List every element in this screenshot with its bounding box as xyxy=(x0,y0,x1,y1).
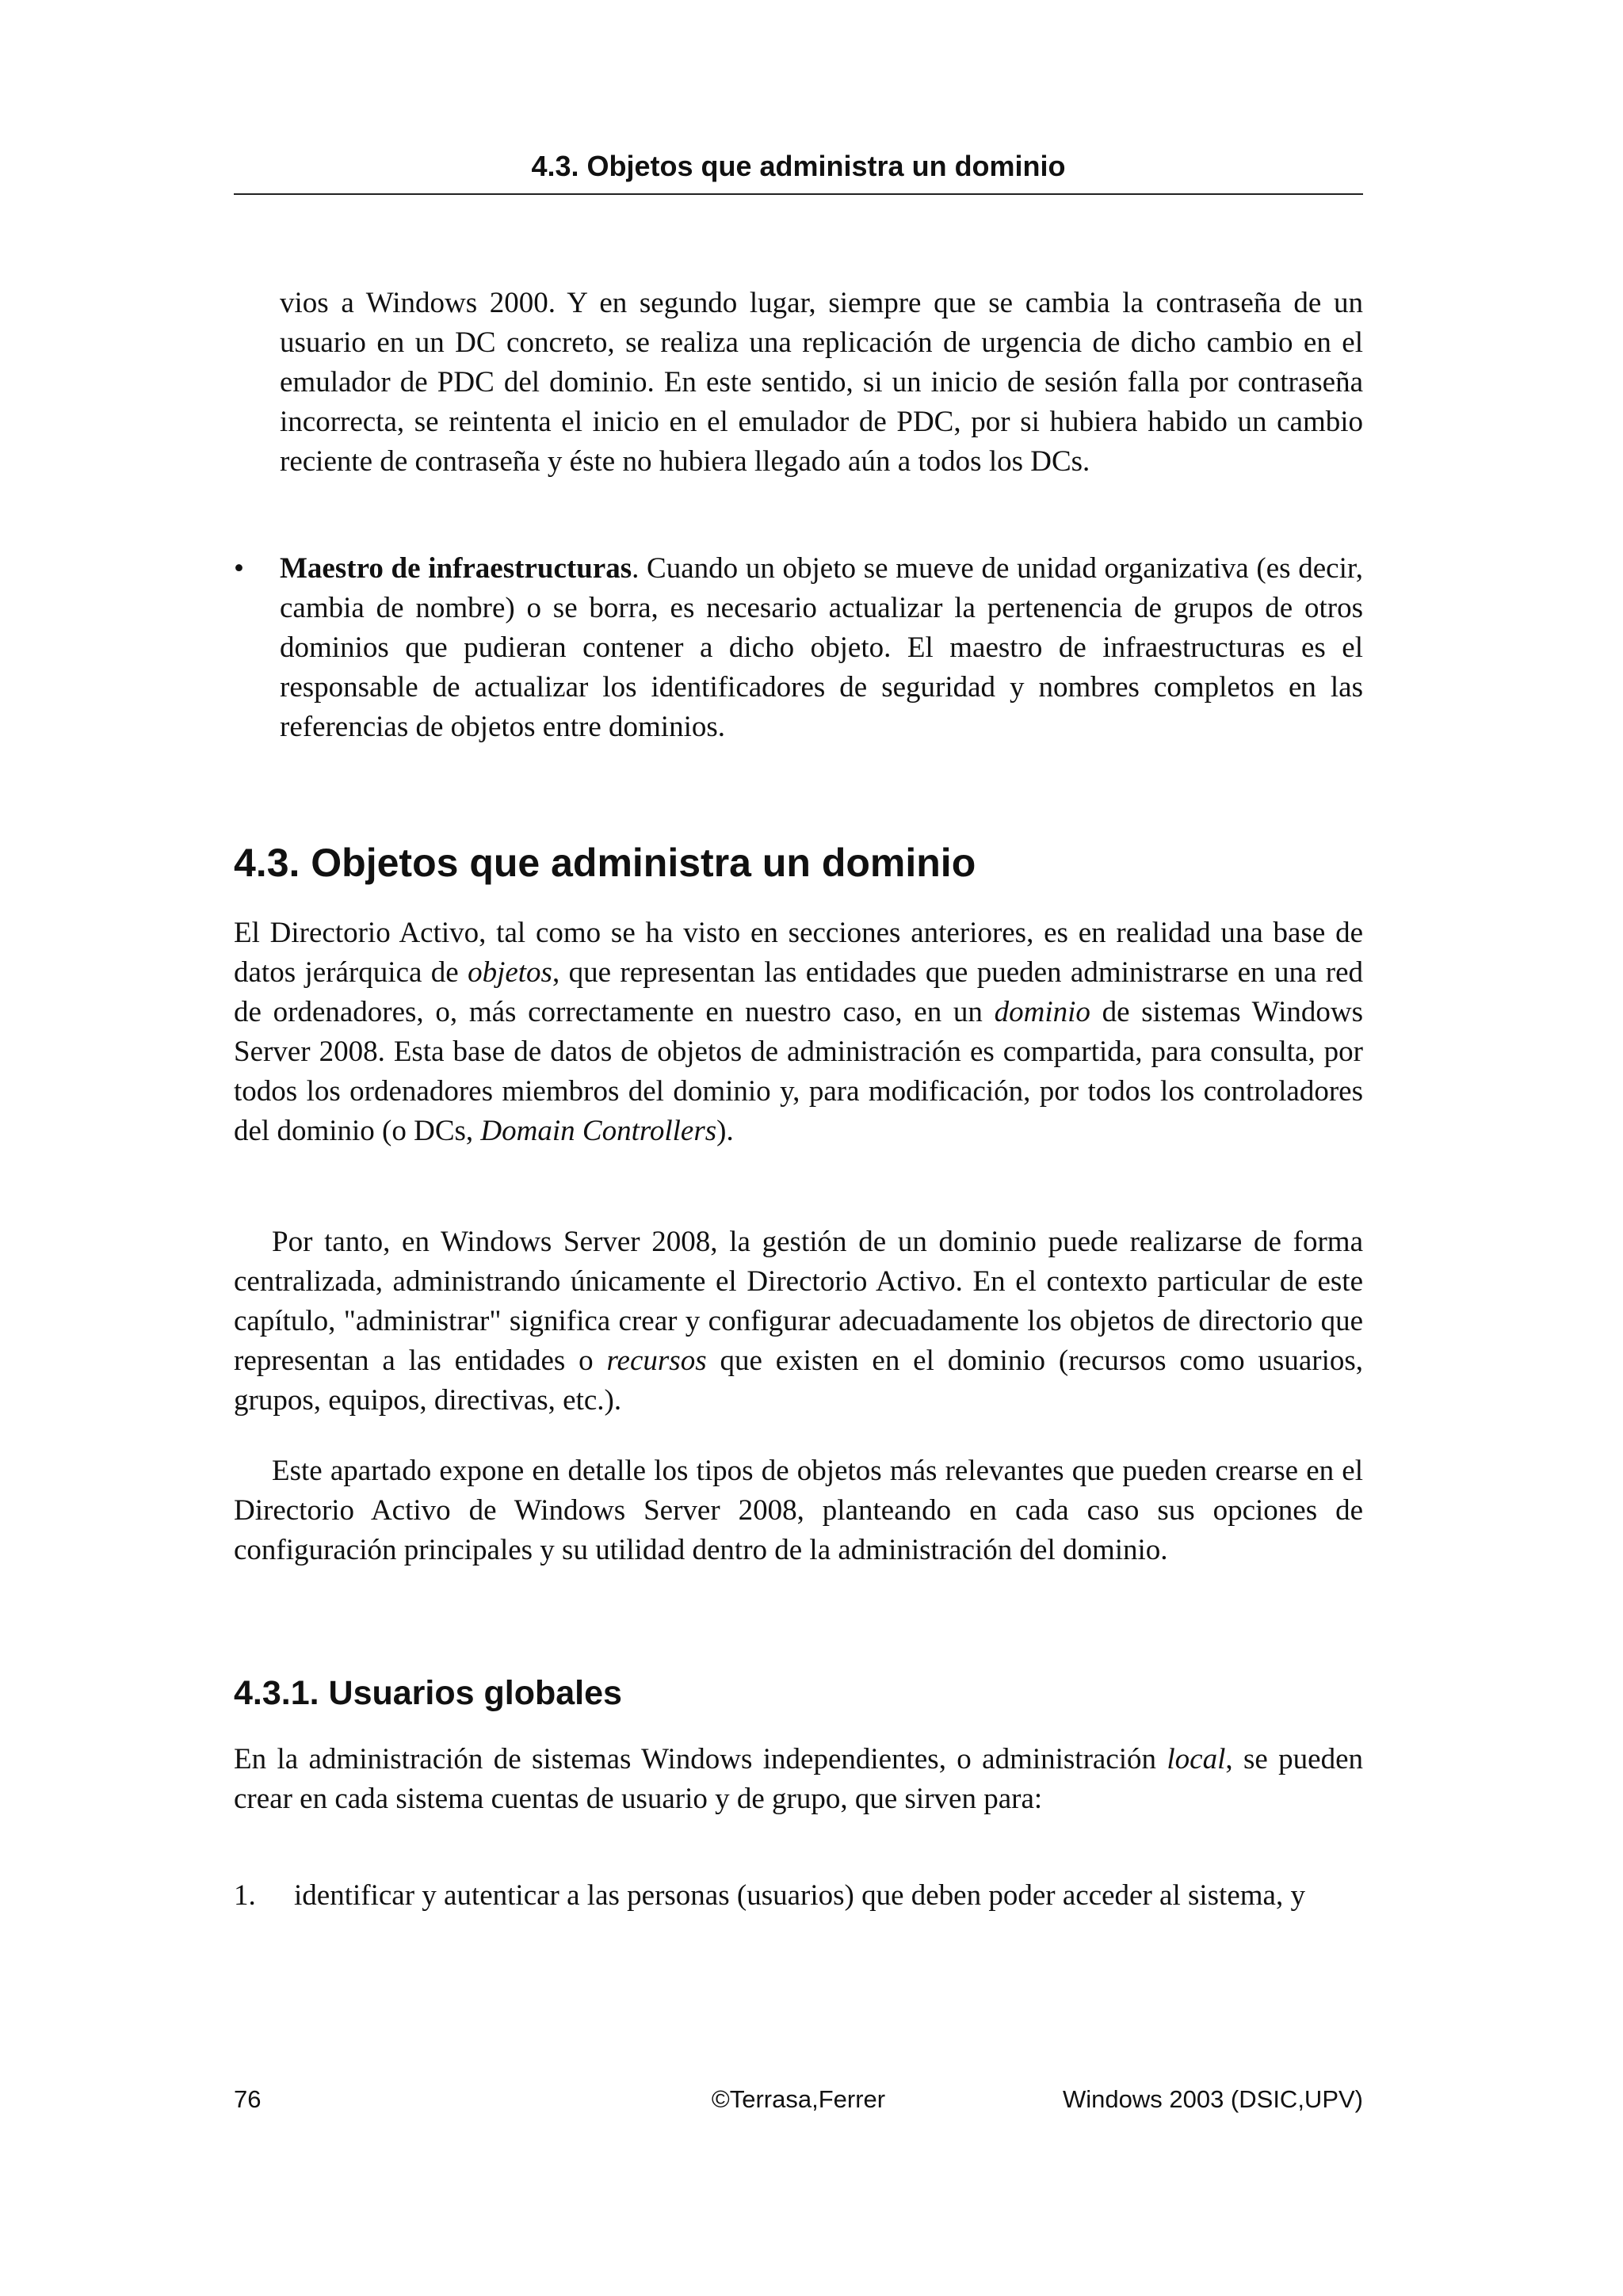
footer-book-title: Windows 2003 (DSIC,UPV) xyxy=(1062,2085,1363,2113)
header-rule xyxy=(234,193,1363,195)
list-item-text: identificar y autenticar a las personas (usuarios) que deben poder acceder al sistema, y xyxy=(294,1879,1305,1912)
page-footer xyxy=(234,2080,1363,2119)
continuation-paragraph-text: vios a Windows 2000. Y en segundo lugar, siempre que se cambia la contraseña de un usuario en un DC concreto, se realiza una replicación de urgencia de dicho cambio en el emulador de PDC del dominio. En este sentido, si un inicio de sesión falla por contraseña incorrecta, se reintenta el inicio en el emulador de PDC, por si hubiera habido un cambio reciente de contraseña y éste no hubiera llegado aún a todos los DCs. xyxy=(280,287,1363,478)
numbered-list-item-1 xyxy=(234,1876,1363,1916)
emphasis-recursos: recursos xyxy=(606,1344,707,1377)
bullet-term: Maestro de infraestructuras xyxy=(280,552,632,585)
bullet-mark: • xyxy=(234,552,244,585)
emphasis-dominio: dominio xyxy=(994,996,1090,1028)
bullet-item-infrastructure-master xyxy=(234,549,1363,747)
subsection-paragraph-1: En la administración de sistemas Windows independientes, o administración local, se pueden crear en cada sistema cuentas de usuario y de grupo, que sirven para: xyxy=(234,1743,1363,1815)
bullet-description: . Cuando un objeto se mueve de unidad organizativa (es decir, cambia de nombre) o se borra, es necesario actualizar la pertenencia de grupos de otros dominios que pudieran contener a dicho objeto. El maestro de infraestructuras es el responsable de actualizar los identificadores de seguridad y nombres completos en las referencias de objetos entre dominios. xyxy=(280,552,1363,743)
emphasis-local: local xyxy=(1167,1743,1226,1775)
subsection-title: 4.3.1. Usuarios globales xyxy=(234,1674,622,1712)
list-number: 1. xyxy=(234,1879,256,1912)
section-paragraph-3: Este apartado expone en detalle los tipos de objetos más relevantes que pueden crearse en el Directorio Activo de Windows Server 2008, planteando en cada caso sus opciones de configuración principales y su utilidad dentro de la administración del dominio. xyxy=(234,1455,1363,1566)
section-title: 4.3. Objetos que administra un dominio xyxy=(234,841,976,885)
footer-authors: ©Terrasa,Ferrer xyxy=(711,2085,886,2113)
section-paragraph-2: Por tanto, en Windows Server 2008, la gestión de un dominio puede realizarse de forma centralizada, administrando únicamente el Directorio Activo. En el contexto particular de este capítulo, "administrar" significa crear y configurar adecuadamente los objetos de directorio que representan a las entidades o recursos que existen en el dominio (recursos como usuarios, grupos, equipos, directivas, etc.). xyxy=(234,1226,1363,1417)
page-number: 76 xyxy=(234,2085,262,2113)
bullet-text xyxy=(280,549,1363,747)
running-header: 4.3. Objetos que administra un dominio xyxy=(531,150,1066,182)
continuation-paragraph xyxy=(280,284,1363,482)
emphasis-domain-controllers: Domain Controllers xyxy=(480,1115,717,1147)
section-paragraph-1: El Directorio Activo, tal como se ha visto en secciones anteriores, es en realidad una base de datos jerárquica de objetos, que representan las entidades que pueden administrarse en una red de ordenadores, o, más correctamente en nuestro caso, en un dominio de sistemas Windows Server 2008. Esta base de datos de objetos de administración es compartida, para consulta, por todos los ordenadores miembros del dominio y, para modificación, por todos los controladores del dominio (o DCs, Domain Controllers). xyxy=(234,917,1364,1147)
emphasis-objetos: objetos xyxy=(468,956,552,989)
